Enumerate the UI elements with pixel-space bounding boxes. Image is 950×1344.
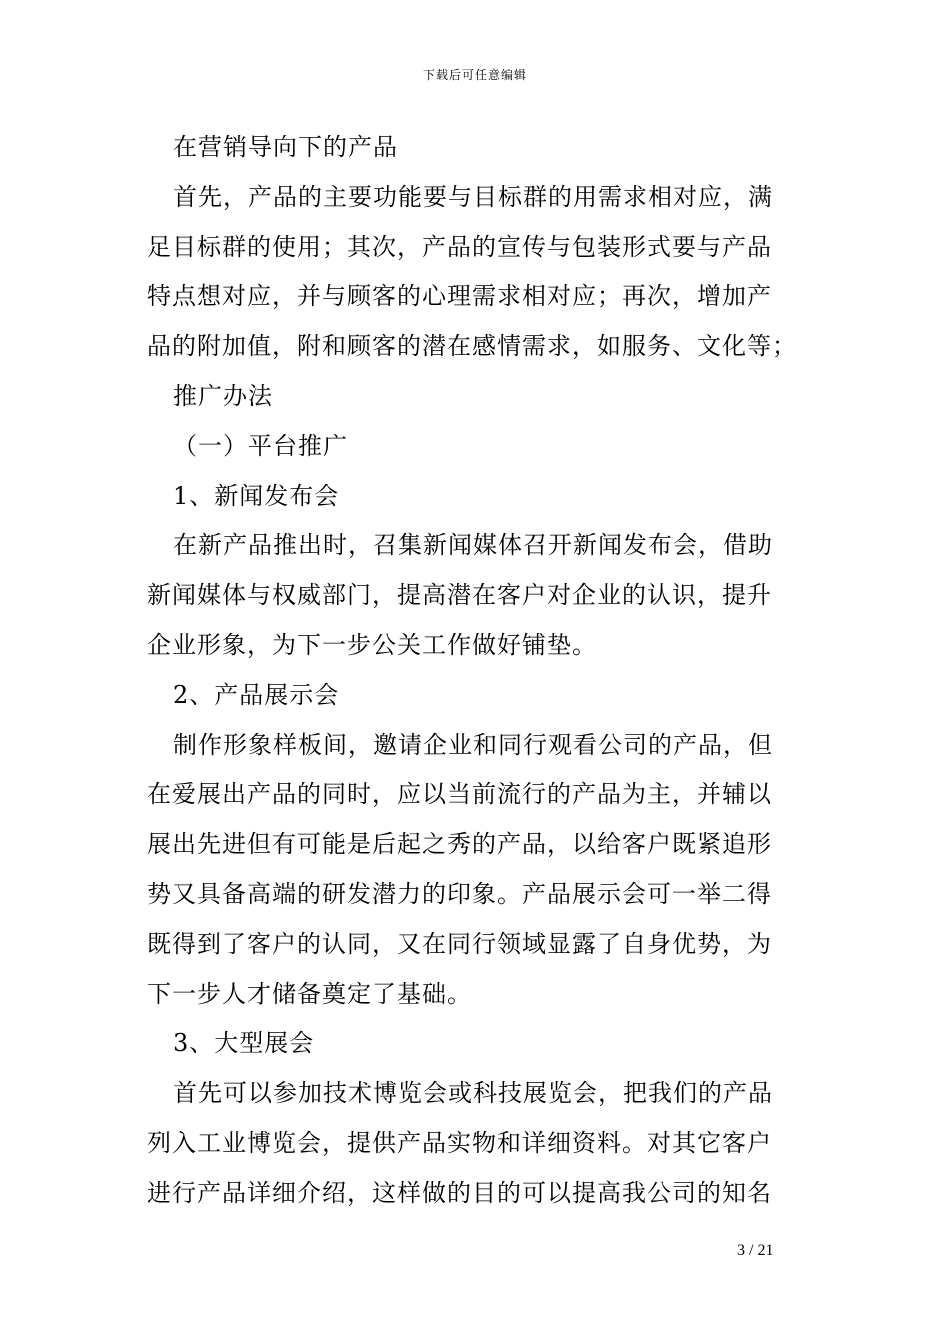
text-line: 进行产品详细介绍，这样做的目的可以提高我公司的知名 (147, 1178, 772, 1207)
text-line: 首先，产品的主要功能要与目标群的用需求相对应，满 (173, 182, 773, 211)
text-line: 特点想对应，并与顾客的心理需求相对应；再次，增加产 (147, 282, 772, 311)
text-line: 推广办法 (173, 381, 273, 410)
text-line: 首先可以参加技术博览会或科技展览会，把我们的产品 (173, 1079, 773, 1108)
text-line: 展出先进但有可能是后起之秀的产品，以给客户既紧追形 (147, 830, 772, 859)
text-line: 企业形象，为下一步公关工作做好铺垫。 (147, 630, 597, 659)
text-line: （一）平台推广 (173, 431, 348, 460)
text-line: 在爱展出产品的同时，应以当前流行的产品为主，并辅以 (147, 780, 772, 809)
text-line: 在新产品推出时，召集新闻媒体召开新闻发布会，借助 (173, 531, 773, 560)
text-line: 下一步人才储备奠定了基础。 (147, 979, 472, 1008)
text-line: 新闻媒体与权威部门，提高潜在客户对企业的认识，提升 (147, 581, 772, 610)
text-line: 品的附加值，附和顾客的潜在感情需求，如服务、文化等； (147, 332, 797, 361)
text-line: 制作形象样板间，邀请企业和同行观看公司的产品，但 (173, 730, 773, 759)
text-line: 足目标群的使用；其次，产品的宣传与包装形式要与产品 (147, 232, 772, 261)
page-header: 下载后可任意编辑 (422, 68, 527, 82)
document-body (147, 123, 807, 1219)
text-line: 1、新闻发布会 (173, 481, 340, 510)
text-line: 3、大型展会 (173, 1029, 315, 1058)
page-number: 3 / 21 (737, 1242, 774, 1259)
text-line: 2、产品展示会 (173, 680, 340, 709)
text-line: 在营销导向下的产品 (173, 133, 398, 161)
text-line: 列入工业博览会，提供产品实物和详细资料。对其它客户 (147, 1128, 772, 1157)
text-line: 既得到了客户的认同，又在同行领域显露了自身优势，为 (147, 929, 772, 958)
text-line: 势又具备高端的研发潜力的印象。产品展示会可一举二得 (147, 879, 772, 908)
